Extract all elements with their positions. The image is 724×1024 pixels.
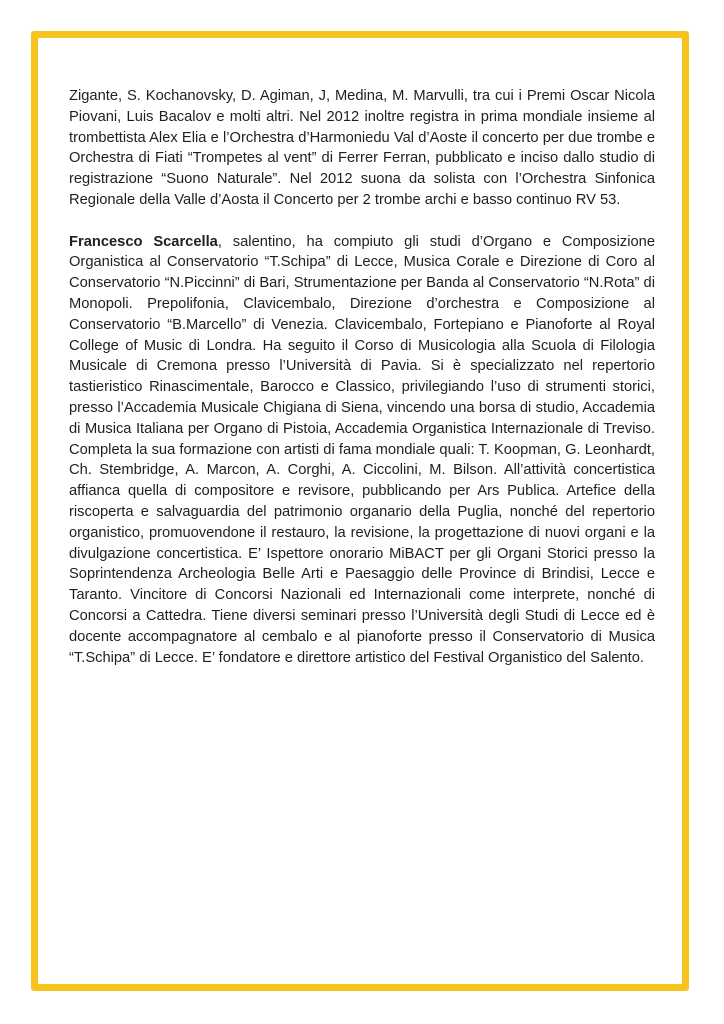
document-body [69, 86, 655, 668]
biography-text: , salentino, ha compiuto gli studi d’Organo e Composizione Organistica al Conservatorio “T.Schipa” di Lecce, Musica Corale e Direzione di Coro al Conservatorio “N.Piccinni” di Bari, Strumentazione per Banda al Conservatorio “N.Rota” di Monopoli. Prepolifonia, Clavicembalo, Direzione d’orchestra e Composizione al Conservatorio “B.Marcello” di Venezia. Clavicembalo, Fortepiano e Pianoforte al Royal College of Music di Londra. Ha seguito il Corso di Musicologia alla Scuola di Filologia Musicale di Cremona presso l’Università di Pavia. Si è specializzato nel repertorio tastieristico Rinascimentale, Barocco e Classico, privilegiando l’uso di strumenti storici, presso l’Accademia Musicale Chigiana di Siena, vincendo una borsa di studio, Accademia di Musica Italiana per Organo di Pistoia, Accademia Organistica Internazionale di Treviso. Completa la sua formazione con artisti di fama mondiale quali: T. Koopman, G. Leonhardt, Ch. Stembridge, A. Marcon, A. Corghi, A. Ciccolini, M. Bilson. All’attività concertistica affianca quella di compositore e revisore, pubblicando per Ars Publica. Artefice della riscoperta e salvaguardia del patrimonio organario della Puglia, nonché del repertorio organistico, promuovendone il restauro, la revisione, la progettazione di nuovi organi e la divulgazione concertistica. E’ Ispettore onorario MiBACT per gli Organi Storici presso la Soprintendenza Archeologia Belle Arti e Paesaggio delle Province di Brindisi, Lecce e Taranto. Vincitore di Concorsi Nazionali ed Internazionali come interprete, nonché di Concorsi a Cattedra. Tiene diversi seminari presso l’Università degli Studi di Lecce ed è docente accompagnatore al cembalo e al pianoforte presso il Conservatorio di Musica “T.Schipa” di Lecce. E’ fondatore e direttore artistico del Festival Organistico del Salento. [69, 233, 655, 666]
biography-subject-name: Francesco Scarcella [69, 233, 218, 250]
paragraph-francesco-scarcella-biography [69, 232, 655, 669]
paragraph-continued-biography: Zigante, S. Kochanovsky, D. Agiman, J, Medina, M. Marvulli, tra cui i Premi Oscar Nicola Piovani, Luis Bacalov e molti altri. Nel 2012 inoltre registra in prima mondiale insieme al trombettista Alex Elia e l’Orchestra d’Harmoniedu Val d’Aoste il concerto per due trombe e Orchestra di Fiati “Trompetes al vent” di Ferrer Ferran, pubblicato e inciso dallo studio di registrazione “Suono Naturale”. Nel 2012 suona da solista con l’Orchestra Sinfonica Regionale della Valle d’Aosta il Concerto per 2 trombe archi e basso continuo RV 53. [69, 88, 655, 208]
